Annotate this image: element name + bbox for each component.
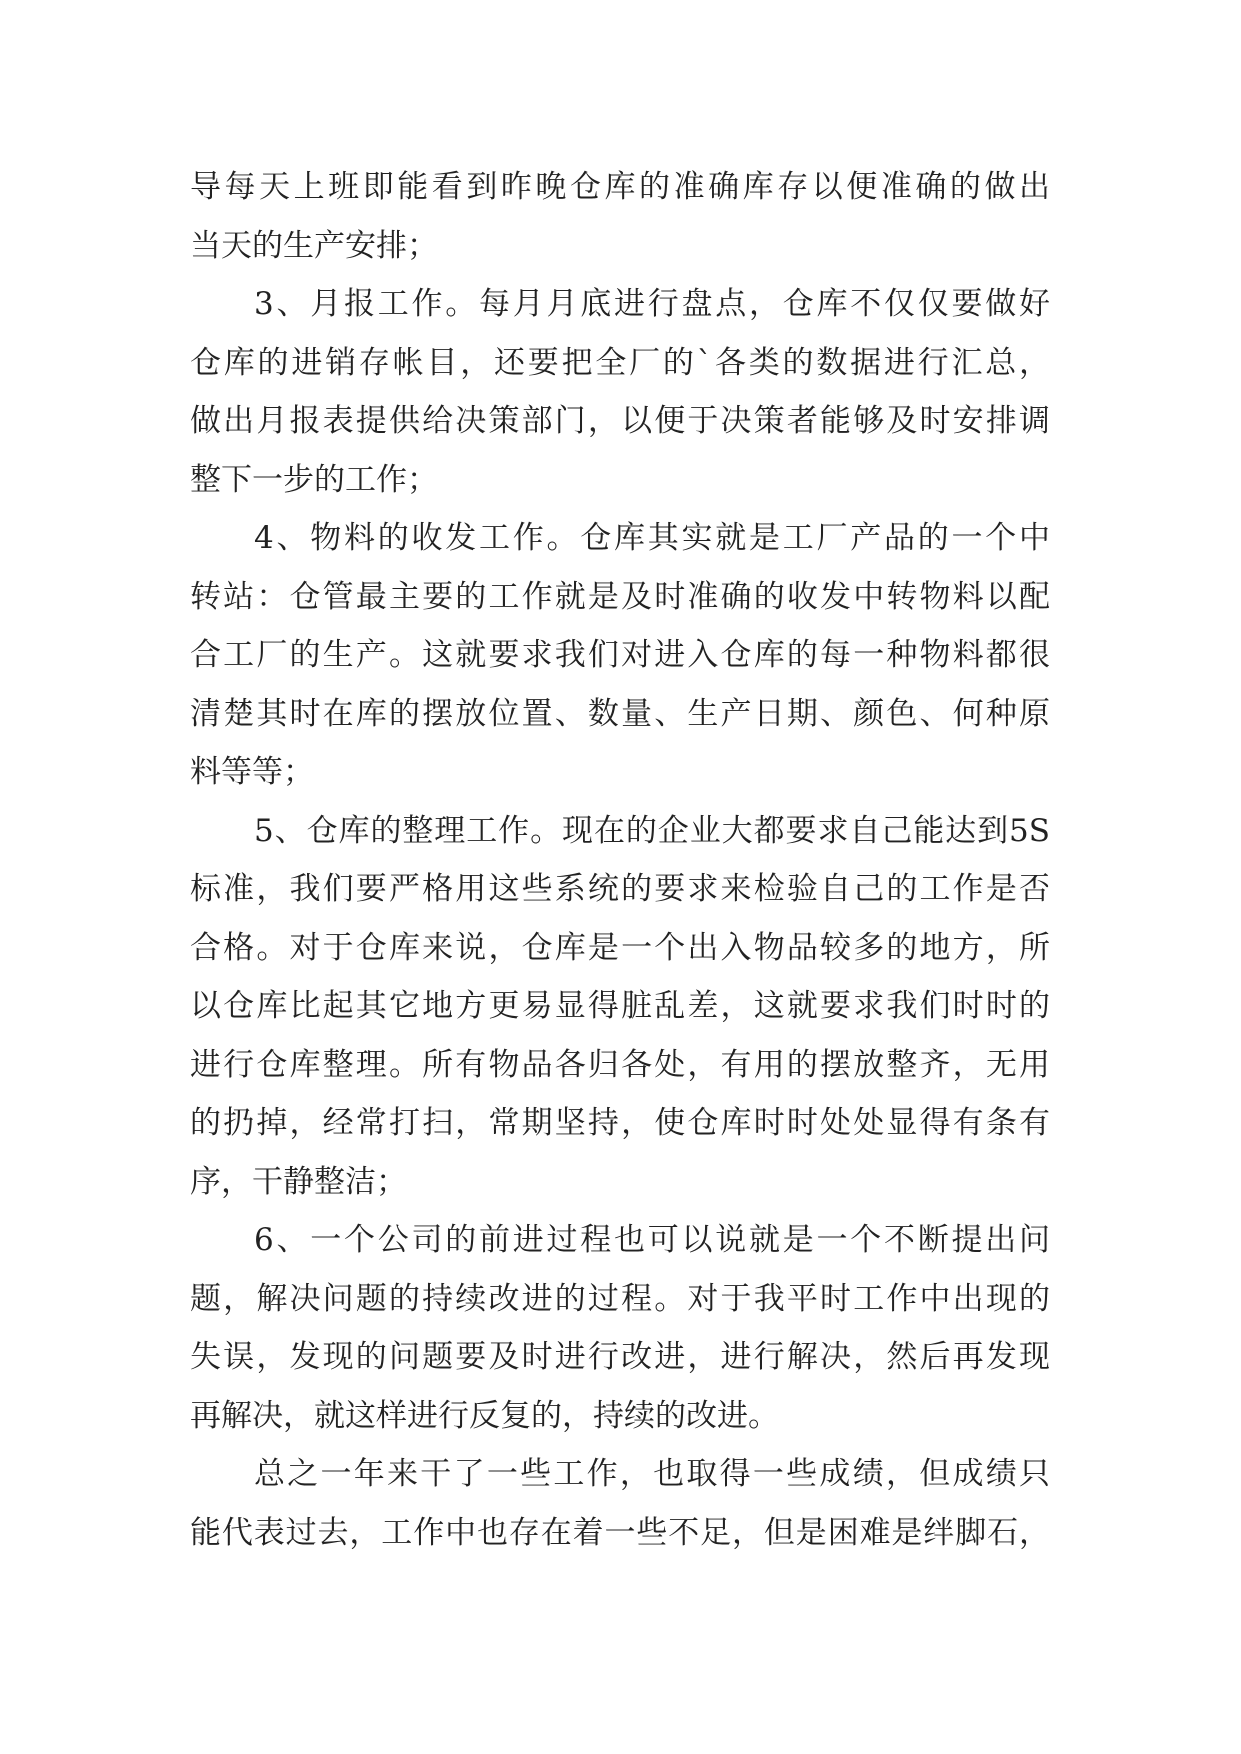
text-line: 以仓库比起其它地方更易显得脏乱差，这就要求我们时时的: [190, 988, 1050, 1024]
text-line: 能代表过去，工作中也存在着一些不足，但是困难是绊脚石，: [190, 1514, 1050, 1551]
text-line: 合格。对于仓库来说，仓库是一个出入物品较多的地方，所: [190, 929, 1050, 966]
text-line: 导每天上班即能看到昨晚仓库的准确库存以便准确的做出: [190, 169, 1050, 205]
text-line: 料等等；: [190, 754, 314, 790]
text-line: 做出月报表提供给决策部门，以便于决策者能够及时安排调: [190, 403, 1050, 439]
text-line: 整下一步的工作；: [190, 461, 438, 498]
text-line: 进行仓库整理。所有物品各归各处，有用的摆放整齐，无用: [190, 1046, 1050, 1083]
text-line: 清楚其时在库的摆放位置、数量、生产日期、颜色、何种原: [190, 695, 1050, 732]
text-line: 总之一年来干了一些工作，也取得一些成绩，但成绩只: [254, 1456, 1050, 1492]
text-line: 当天的生产安排；: [190, 227, 438, 264]
document-body: [190, 158, 1050, 1562]
text-line: 转站：仓管最主要的工作就是及时准确的收发中转物料以配: [190, 578, 1050, 615]
text-line: 合工厂的生产。这就要求我们对进入仓库的每一种物料都很: [190, 637, 1050, 673]
text-line: 再解决，就这样进行反复的，持续的改进。: [190, 1397, 779, 1434]
text-line: 的扔掉，经常打扫，常期坚持，使仓库时时处处显得有条有: [190, 1105, 1050, 1141]
text-line: 3、月报工作。每月月底进行盘点，仓库不仅仅要做好: [254, 286, 1050, 322]
text-line: 4、物料的收发工作。仓库其实就是工厂产品的一个中: [254, 520, 1050, 556]
text-line: 标准，我们要严格用这些系统的要求来检验自己的工作是否: [190, 871, 1050, 907]
text-line: 6、一个公司的前进过程也可以说就是一个不断提出问: [254, 1222, 1050, 1258]
text-line: 失误，发现的问题要及时进行改进，进行解决，然后再发现: [190, 1339, 1050, 1375]
text-line: 5、仓库的整理工作。现在的企业大都要求自己能达到5S: [254, 812, 1050, 849]
text-line: 仓库的进销存帐目，还要把全厂的`各类的数据进行汇总，: [190, 344, 1050, 381]
text-line: 序，干静整洁；: [190, 1163, 407, 1200]
text-line: 题，解决问题的持续改进的过程。对于我平时工作中出现的: [190, 1280, 1050, 1317]
